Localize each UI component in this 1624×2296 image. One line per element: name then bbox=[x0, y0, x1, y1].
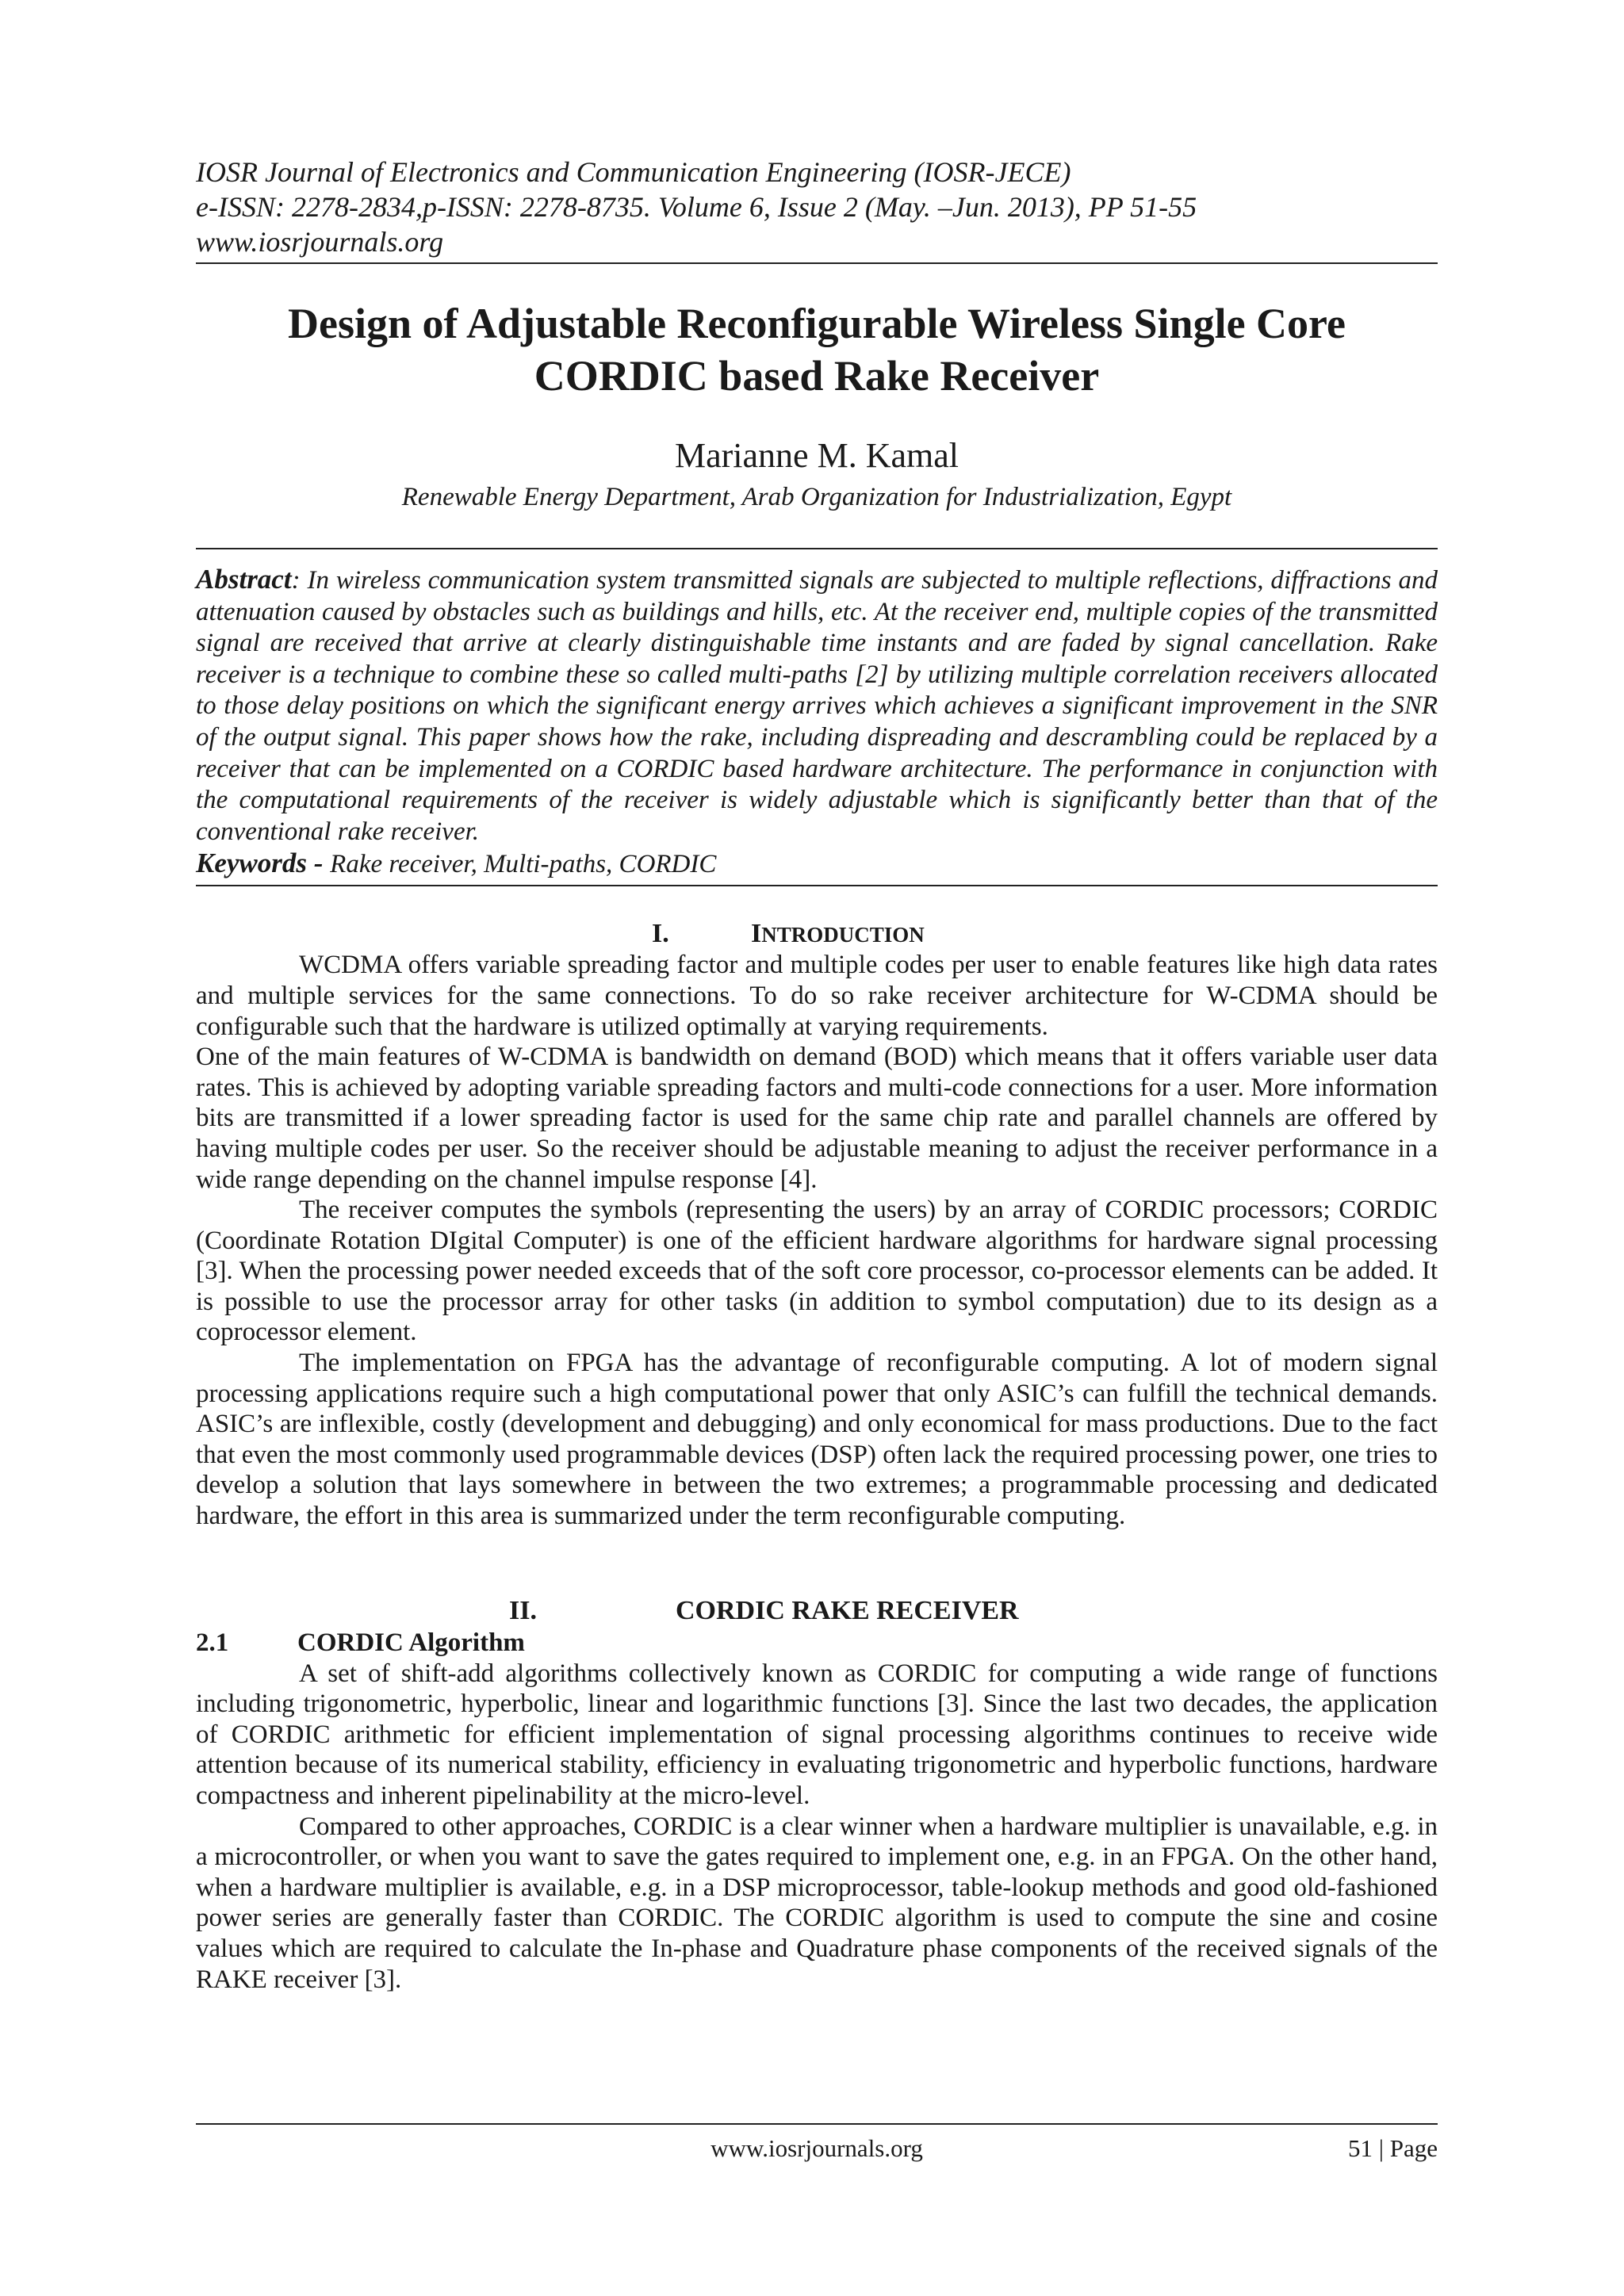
section-1-paragraph-1: WCDMA offers variable spreading factor and multiple codes per user to enable features like high data rates and multiple services for the same connections. To do so rake receiver architecture for W-CDMA should be configurable such that the hardware is utilized optimally at varying requirements. bbox=[196, 951, 1438, 1041]
paper-title-line-2: CORDIC based Rake Receiver bbox=[534, 352, 1100, 400]
journal-website: www.iosrjournals.org bbox=[196, 226, 444, 258]
paper-title bbox=[196, 297, 1438, 402]
subsection-2-1-title: CORDIC Algorithm bbox=[297, 1628, 525, 1657]
subsection-2-1-heading bbox=[196, 1627, 1438, 1659]
section-1-number: I. bbox=[652, 919, 669, 949]
section-1-paragraph-4: The implementation on FPGA has the advantage of reconfigurable computing. A lot of modern signal processing applications require such a high computational power that only ASIC’s can fulfill the technical demands. ASIC’s are inflexible, costly (development and debugging) and only economical for mass productions. Due to the fact that even the most commonly used programmable devices (DSP) often lack the required processing power, one tries to develop a solution that lays somewhere in between the two extremes; a programmable processing and dedicated hardware, the effort in this area is summarized under the term reconfigurable computing. bbox=[196, 1349, 1438, 1531]
page-number: 51 | Page bbox=[1348, 2134, 1438, 2162]
footer-divider bbox=[196, 2123, 1438, 2125]
keywords-label: Keywords - bbox=[196, 848, 331, 879]
journal-issn-volume: e-ISSN: 2278-2834,p-ISSN: 2278-8735. Volume 6, Issue 2 (May. –Jun. 2013), PP 51-55 bbox=[196, 191, 1197, 223]
keywords-text: Rake receiver, Multi-paths, CORDIC bbox=[330, 850, 717, 879]
section-2-heading bbox=[196, 1595, 1438, 1627]
section-2-number: II. bbox=[509, 1595, 537, 1625]
header-divider bbox=[196, 262, 1438, 264]
section-1-title: INTRODUCTION bbox=[751, 919, 925, 949]
abstract-divider bbox=[196, 885, 1438, 886]
abstract-paragraph bbox=[196, 564, 1438, 848]
abstract-block bbox=[196, 548, 1438, 886]
abstract-text: In wireless communication system transmitted signals are subjected to multiple reflections, diffractions and attenuation caused by obstacles such as buildings and hills, etc. At the receiver end, multiple copies of the transmitted signal are received that arrive at clearly distinguishable time instants and are faded by signal cancellation. Rake receiver is a technique to combine these so called multi-paths [2] by utilizing multiple correlation receivers allocated to those delay positions on which the significant energy arrives which achieves a significant improvement in the SNR of the output signal. This paper shows how the rake, including dispreading and descrambling could be replaced by a receiver that can be implemented on a CORDIC based hardware architecture. The performance in conjunction with the computational requirements of the receiver is widely adjustable which is significantly better than that of the conventional rake receiver. bbox=[196, 566, 1438, 846]
paper-title-line-1: Design of Adjustable Reconfigurable Wireless Single Core bbox=[287, 300, 1346, 347]
subsection-2-1-number: 2.1 bbox=[196, 1628, 229, 1657]
section-1-paragraph-2: One of the main features of W-CDMA is bandwidth on demand (BOD) which means that it offers variable user data rates. This is achieved by adopting variable spreading factors and multi-code connections for a user. More information bits are transmitted if a lower spreading factor is used for the same chip rate and parallel channels are offered by having multiple codes per user. So the receiver should be adjustable meaning to adjust the receiver performance in a wide range depending on the channel impulse response [4]. bbox=[196, 1043, 1438, 1194]
author-affiliation: Renewable Energy Department, Arab Organization for Industrialization, Egypt bbox=[401, 483, 1232, 511]
section-1-heading bbox=[196, 918, 1438, 950]
section-2-paragraph-2: Compared to other approaches, CORDIC is a clear winner when a hardware multiplier is unavailable, e.g. in a microcontroller, or when you want to save the gates required to implement one, e.g. in an FPGA. On the other hand, when a hardware multiplier is available, e.g. in a DSP microprocessor, table-lookup methods and good old-fashioned power series are generally faster than CORDIC. The CORDIC algorithm is used to compute the sine and cosine values which are required to calculate the In-phase and Quadrature phase components of the received signals of the RAKE receiver [3]. bbox=[196, 1812, 1438, 1994]
journal-header bbox=[196, 155, 1438, 264]
abstract-separator: : bbox=[291, 566, 308, 595]
abstract-label: Abstract bbox=[196, 564, 292, 595]
footer-website: www.iosrjournals.org bbox=[710, 2134, 923, 2162]
section-1-paragraph-3: The receiver computes the symbols (representing the users) by an array of CORDIC processors; CORDIC (Coordinate Rotation DIgital Computer) is one of the efficient hardware algorithms for hardware signal processing [3]. When the processing power needed exceeds that of the soft core processor, co-processor elements can be added. It is possible to use the processor array for other tasks (in addition to symbol computation) due to its design as a coprocessor element. bbox=[196, 1196, 1438, 1347]
section-1-body bbox=[196, 950, 1438, 1531]
paper-page bbox=[196, 155, 1438, 1995]
section-2-paragraph-1: A set of shift-add algorithms collectively known as CORDIC for computing a wide range of functions including trigonometric, hyperbolic, linear and logarithmic functions [3]. Since the last two decades, the application of CORDIC arithmetic for efficient implementation of signal processing algorithms continues to receive wide attention because of its numerical stability, efficiency in evaluating trigonometric and hyperbolic functions, hardware compactness and inherent pipelinability at the micro-level. bbox=[196, 1659, 1438, 1810]
keywords-line bbox=[196, 848, 1438, 880]
author-name: Marianne M. Kamal bbox=[675, 436, 959, 475]
journal-name: IOSR Journal of Electronics and Communication Engineering (IOSR-JECE) bbox=[196, 156, 1071, 188]
section-2-body bbox=[196, 1659, 1438, 1996]
page-footer bbox=[196, 2123, 1438, 2169]
section-2-title: CORDIC RAKE RECEIVER bbox=[676, 1595, 1019, 1625]
